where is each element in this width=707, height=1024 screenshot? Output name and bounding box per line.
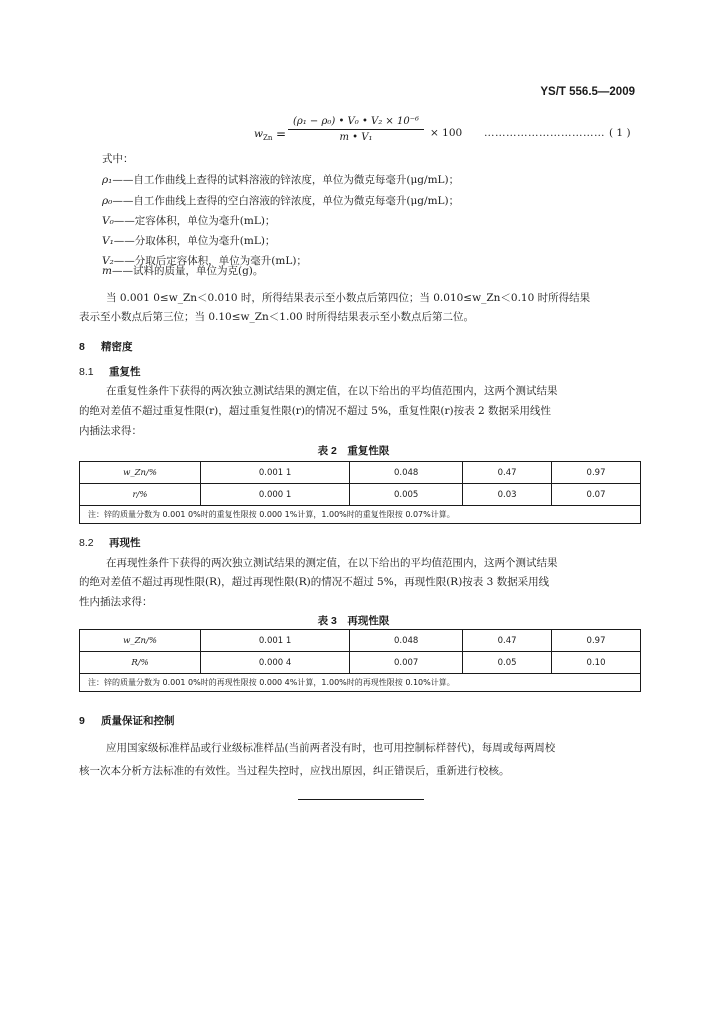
table-cell: 0.001 1: [201, 630, 350, 652]
result-precision-line-1: 当 0.001 0≤w_Zn＜0.010 时，所得结果表示至小数点后第四位；当 0.010≤w_Zn＜0.10 时所得结果: [106, 292, 591, 304]
section-8-1-para-line-3: 内插法求得：: [79, 425, 142, 437]
definition-v2: V₂——分取后定容体积，单位为毫升(mL)；: [102, 255, 307, 267]
table-row: [80, 630, 641, 652]
table-row-label: r/%: [80, 484, 201, 506]
table-cell: 0.47: [463, 462, 552, 484]
section-9-para-line-1: 应用国家级标准样品或行业级标准样品(当前两者没有时，也可用控制标样替代)，每周或每两周校: [106, 742, 556, 754]
reproducibility-table: [79, 629, 641, 692]
table-cell: 0.10: [552, 652, 641, 674]
definition-v0: V₀——定容体积，单位为毫升(mL)；: [102, 215, 276, 227]
definition-rho0: ρ₀——自工作曲线上查得的空白溶液的锌浓度，单位为微克每毫升(μg/mL)；: [102, 195, 460, 207]
section-8-2-para-line-1: 在再现性条件下获得的两次独立测试结果的测定值，在以下给出的平均值范围内，这两个测试结果: [106, 557, 558, 569]
table-cell: 0.005: [350, 484, 463, 506]
definition-v1: V₁——分取体积，单位为毫升(mL)；: [102, 235, 276, 247]
section-8-1-para-line-1: 在重复性条件下获得的两次独立测试结果的测定值，在以下给出的平均值范围内，这两个测试结果: [106, 385, 558, 397]
table-row: [80, 484, 641, 506]
formula-multiplier: × 100: [430, 127, 463, 139]
formula-equals: =: [276, 127, 287, 141]
section-8-2-para-line-3: 性内插法求得：: [79, 596, 153, 608]
table-row-label: w_Zn/%: [80, 462, 201, 484]
table-2-title: 表 2 重复性限: [317, 445, 390, 457]
table-cell: 0.007: [350, 652, 463, 674]
table-cell: 0.000 1: [201, 484, 350, 506]
formula-numerator: (ρ₁ − ρ₀) • V₀ • V₂ × 10⁻⁶: [292, 116, 420, 127]
table-cell: 0.001 1: [201, 462, 350, 484]
formula-1: [0, 116, 707, 152]
formula-denominator: m • V₁: [339, 132, 373, 143]
table-cell: 0.97: [552, 630, 641, 652]
formula-lhs: $w_{Zn}$: [254, 128, 273, 143]
table-cell: 0.47: [463, 630, 552, 652]
table-cell: 0.000 4: [201, 652, 350, 674]
table-note: 注：锌的质量分数为 0.001 0%时的重复性限按 0.000 1%计算，1.00%时的重复性限按 0.07%计算。: [80, 506, 641, 524]
definition-rho1: ρ₁——自工作曲线上查得的试料溶液的锌浓度，单位为微克每毫升(μg/mL)；: [102, 174, 460, 186]
formula-fraction: [286, 116, 426, 143]
table-row: [80, 462, 641, 484]
section-9-para-line-2: 核一次本分析方法标准的有效性。当过程失控时，应找出原因，纠正错误后，重新进行校核。: [79, 765, 510, 777]
table-3-title: 表 3 再现性限: [317, 615, 390, 627]
end-of-document-rule: [298, 799, 424, 800]
table-cell: 0.07: [552, 484, 641, 506]
table-cell: 0.03: [463, 484, 552, 506]
result-precision-line-2: 表示至小数点后第三位；当 0.10≤w_Zn＜1.00 时所得结果表示至小数点后第二位。: [79, 311, 475, 323]
table-cell: 0.97: [552, 462, 641, 484]
where-label: 式中：: [102, 153, 134, 165]
fraction-bar: [288, 129, 424, 130]
section-8-2-para-line-2: 的绝对差值不超过再现性限(R)，超过再现性限(R)的情况不超过 5%，再现性限(R)按表 3 数据采用线: [79, 576, 550, 588]
table-cell: 0.048: [350, 462, 463, 484]
section-8-2-heading: 8.2 再现性: [79, 537, 141, 549]
section-8-heading: 8 精密度: [79, 341, 133, 353]
table-row-label: w_Zn/%: [80, 630, 201, 652]
formula-leader-dots: ……………………………: [484, 127, 605, 139]
repeatability-table: [79, 461, 641, 524]
definition-m: m——试料的质量，单位为克(g)。: [102, 265, 264, 277]
section-8-1-heading: 8.1 重复性: [79, 366, 141, 378]
table-note: 注：锌的质量分数为 0.001 0%时的再现性限按 0.000 4%计算，1.00%时的再现性限按 0.10%计算。: [80, 674, 641, 692]
table-row-label: R/%: [80, 652, 201, 674]
section-9-heading: 9 质量保证和控制: [79, 715, 175, 727]
table-cell: 0.048: [350, 630, 463, 652]
table-cell: 0.05: [463, 652, 552, 674]
section-8-1-para-line-2: 的绝对差值不超过重复性限(r)，超过重复性限(r)的情况不超过 5%，重复性限(r)按表 2 数据采用线性: [79, 405, 551, 417]
table-row: [80, 674, 641, 692]
formula-number: ( 1 ): [609, 127, 631, 139]
table-row: [80, 652, 641, 674]
table-row: [80, 506, 641, 524]
standard-code: YS/T 556.5—2009: [540, 86, 635, 98]
